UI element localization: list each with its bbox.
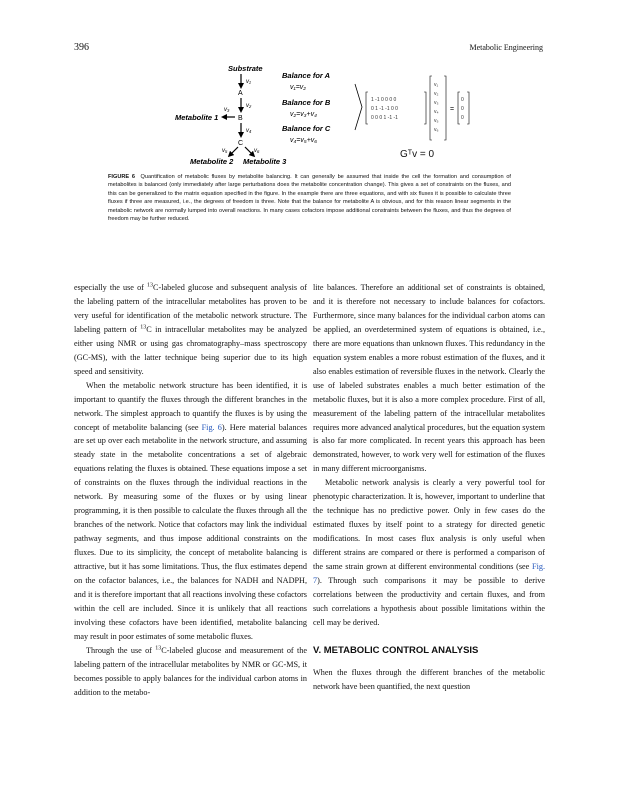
left-column <box>74 281 307 700</box>
equation-a: v₁=v₂ <box>290 84 306 91</box>
right-paragraph-2: Metabolic network analysis is clearly a very powerful tool for phenotypic characterization. It is, however, important to underline that the technique has no predictive power. Only in few cases do the estimated fluxes by itself point to a strategy for directed genetic modifications. In most cases flux analysis is only useful when different strains are compared or there is performed a comparison of the same strain grown at different environmental conditions (see Fig. 7). Through such comparisons it may be possible to derive correlations between the productivity and certain fluxes, and from such correlations a hypothesis about possible limitations within the cell may be derived. <box>313 478 545 627</box>
svg-text:v₂: v₂ <box>246 103 252 109</box>
svg-text:0: 0 <box>461 97 464 103</box>
svg-text:v₆: v₆ <box>434 127 439 133</box>
left-paragraph-2: When the metabolic network structure has been identified, it is important to quantify the fluxes through the different branches in the network. The simplest approach to quantify the fluxes is by using the concept of metabolite balancing (see Fig. 6). Here material balances are set up over each metabolite in the network structure, and assuming steady state in the metabolite concentrations a set of algebraic equations relating the fluxes is obtained. These equations impose a set of constraints on the fluxes through the individual reactions in the network. By measuring some of the fluxes or by using linear programming, it is then possible to calculate the fluxes through all the branches of the network. Notice that cofactors may link the individual pathway segments, and thus impose additional constraints on the fluxes. Due to its simplicity, the concept of metabolite balancing is attractive, but it has some limitations. Thus, the flux estimates depend on the cofactor balances, i.e., the balances for NADH and NADPH, and it is therefore important that all reactions involving these cofactors within the cell are included. Since it is unlikely that all reactions involving these cofactors have been identified, metabolite balancing may result in poor estimates of some metabolic fluxes. <box>74 380 307 641</box>
figure-7-link[interactable]: Fig. 7 <box>313 562 545 586</box>
node-c: C <box>238 140 244 147</box>
svg-text:v₃: v₃ <box>434 100 439 106</box>
caption-text: Quantification of metabolic fluxes by metabolite balancing. It can generally be assumed that inside the cell the formation and consumption of metabolites is balanced (only immediately after large perturbations does the metabolite concentration change). This gives a set of constraints on the fluxes, and this can be generalized to the matrix equation specified in the figure. In the example there are three equations, and with six fluxes it is possible to calculate three fluxes if three are measured, i.e., the degrees of freedom is three. Note that the balance for metabolite A is obvious, and for this reason linear segments in the metabolic network are normally lumped into overall reactions. In many cases cofactors impose additional constraints between the fluxes, and thus the degrees of freedom may be further reduced. <box>108 174 511 223</box>
right-paragraph-3: When the fluxes through the different branches of the metabolic network have been quantified, the next question <box>313 667 545 691</box>
section-heading: V. METABOLIC CONTROL ANALYSIS <box>313 644 479 656</box>
svg-text:v₅: v₅ <box>434 118 439 124</box>
equation-b: v₂=v₃+v₄ <box>290 111 317 118</box>
running-title: Metabolic Engineering <box>469 43 543 52</box>
matrix-equation: Gᵀv = 0 <box>400 149 435 160</box>
metabolite-2-label: Metabolite 2 <box>190 157 234 166</box>
svg-text:0 0 0 1 -1 -1: 0 0 0 1 -1 -1 <box>371 115 398 121</box>
page-number: 396 <box>74 42 89 53</box>
svg-text:v₄: v₄ <box>246 128 252 134</box>
equation-c: v₄=v₅+v₆ <box>290 137 318 144</box>
svg-text:0: 0 <box>461 115 464 121</box>
balance-a-label: Balance for A <box>282 71 331 80</box>
svg-text:v₆: v₆ <box>254 148 260 154</box>
svg-text:1 -1 0 0 0 0: 1 -1 0 0 0 0 <box>371 97 397 103</box>
caption-label: FIGURE 6 <box>108 174 136 180</box>
node-b: B <box>238 115 243 122</box>
substrate-label: Substrate <box>228 64 263 73</box>
left-paragraph-3: Through the use of $^{13}$C-labeled glucose and measurement of the labeling pattern of the intracellular metabolites by NMR or GC-MS, it becomes possible to apply balances for the individual carbon atoms in addition to the metabo- <box>74 645 307 697</box>
metabolite-3-label: Metabolite 3 <box>243 157 287 166</box>
right-column <box>313 281 545 694</box>
svg-text:v₄: v₄ <box>434 109 439 115</box>
svg-text:v₁: v₁ <box>434 82 439 88</box>
balance-c-label: Balance for C <box>282 124 331 133</box>
figure-6-link[interactable]: Fig. 6 <box>201 422 222 432</box>
svg-text:=: = <box>450 106 455 113</box>
metabolite-1-label: Metabolite 1 <box>175 113 219 122</box>
svg-text:v₃: v₃ <box>224 107 230 113</box>
node-a: A <box>238 90 243 97</box>
figure-caption <box>108 173 511 223</box>
svg-text:v₂: v₂ <box>434 91 439 97</box>
left-paragraph-1: especially the use of $^{13}$C-labeled glucose and subsequent analysis of the labeling pattern of the intracellular metabolites has proven to be very useful for identification of the metabolic network structure. The labeling pattern of $^{13}$C in intracellular metabolites may be analyzed either using NMR or using gas chromatography–mass spectroscopy (GC-MS), with the latter technique being superior due to its high speed and sensitivity. <box>74 282 307 376</box>
svg-text:v₁: v₁ <box>246 79 251 85</box>
balance-b-label: Balance for B <box>282 98 331 107</box>
svg-text:0 1 -1 -1 0 0: 0 1 -1 -1 0 0 <box>371 106 398 112</box>
svg-text:v₅: v₅ <box>222 148 228 154</box>
right-paragraph-1: lite balances. Therefore an additional set of constraints is obtained, and it is therefore not necessary to include balances for cofactors. Furthermore, since many balances for the individual carbon atoms can be applied, an overdetermined system of equations is obtained, i.e., there are more equations than unknown fluxes. This redundancy in the equation system enables a more robust estimation of the fluxes, and it also enables estimation of reversible fluxes in the network. Clearly the use of labeled substrates enables a much better estimation of the metabolic fluxes, but it is also a more complex procedure. First of all, measurement of the labeling pattern of the intracellular metabolites requires more advanced analytical procedures, but the equation system is also far more complicated. In recent years this approach has been demonstrated, however, to work very well for estimation of the fluxes in many different microorganisms. <box>313 283 545 474</box>
svg-text:0: 0 <box>461 106 464 112</box>
